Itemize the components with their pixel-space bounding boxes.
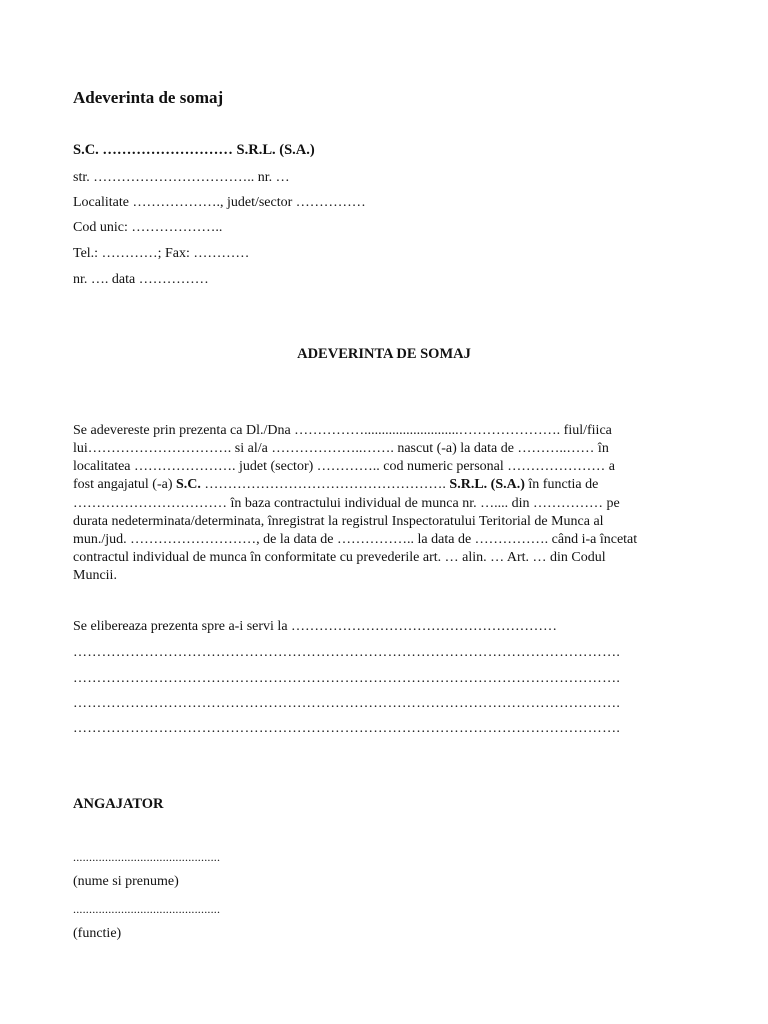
phone-fax-line: Tel.: …………; Fax: ………… xyxy=(73,246,250,261)
paragraph-line: Se adevereste prin prezenta ca Dl./Dna ……………...........................…………………. fiul/fiica xyxy=(73,423,612,438)
document-title: Adeverinta de somaj xyxy=(73,88,224,107)
company-prefix: S.C. xyxy=(176,477,201,492)
dotted-line: ……………………………………………………………………………………………………. xyxy=(73,696,621,711)
paragraph-line: mun./jud. ………………………, de la data de …………….. la data de ……………. când i-a încetat xyxy=(73,532,638,547)
paragraph-line: …………………………… în baza contractului individual de munca nr. ….... din …………… pe xyxy=(73,496,620,511)
number-date-line: nr. …. data …………… xyxy=(73,272,209,287)
company-line: S.C. ……………………… S.R.L. (S.A.) xyxy=(73,142,315,158)
unique-code-line: Cod unic: ……………….. xyxy=(73,220,223,235)
dotted-line: ……………………………………………………………………………………………………. xyxy=(73,671,621,686)
paragraph-line: contractul individual de munca în conformitate cu prevederile art. … alin. … Art. … din Codul xyxy=(73,550,606,565)
paragraph-line: durata nedeterminata/determinata, înregistrat la registrul Inspectoratului Teritorial de Munca al xyxy=(73,514,604,529)
company-suffix: S.R.L. (S.A.) xyxy=(449,477,525,492)
paragraph-line xyxy=(73,477,598,493)
purpose-line: Se elibereaza prezenta spre a-i servi la ………………………………………………… xyxy=(73,619,558,634)
name-label: (nume si prenume) xyxy=(73,874,179,889)
signature-function-dots: .............................................. xyxy=(73,902,221,916)
paragraph-line: localitatea …………………. judet (sector) ………….. cod numeric personal ………………… a xyxy=(73,459,615,474)
dotted-line: ……………………………………………………………………………………………………. xyxy=(73,645,621,660)
dotted-line: ……………………………………………………………………………………………………. xyxy=(73,721,621,736)
paragraph-line: Muncii. xyxy=(73,568,117,583)
employer-label: ANGAJATOR xyxy=(73,796,164,812)
function-label: (functie) xyxy=(73,926,122,941)
paragraph-text: fost angajatul (-a) xyxy=(73,477,177,492)
street-line: str. …………………………….. nr. … xyxy=(73,170,290,185)
paragraph-line: lui…………………………. si al/a ………………..……. nascut (-a) la data de ………..…… în xyxy=(73,441,609,456)
locality-line: Localitate ………………., judet/sector …………… xyxy=(73,195,366,210)
paragraph-text: în functia de xyxy=(524,477,599,492)
paragraph-text: ……………………………………………. xyxy=(200,477,450,492)
document-heading: ADEVERINTA DE SOMAJ xyxy=(297,346,471,362)
signature-name-dots: .............................................. xyxy=(73,850,221,864)
